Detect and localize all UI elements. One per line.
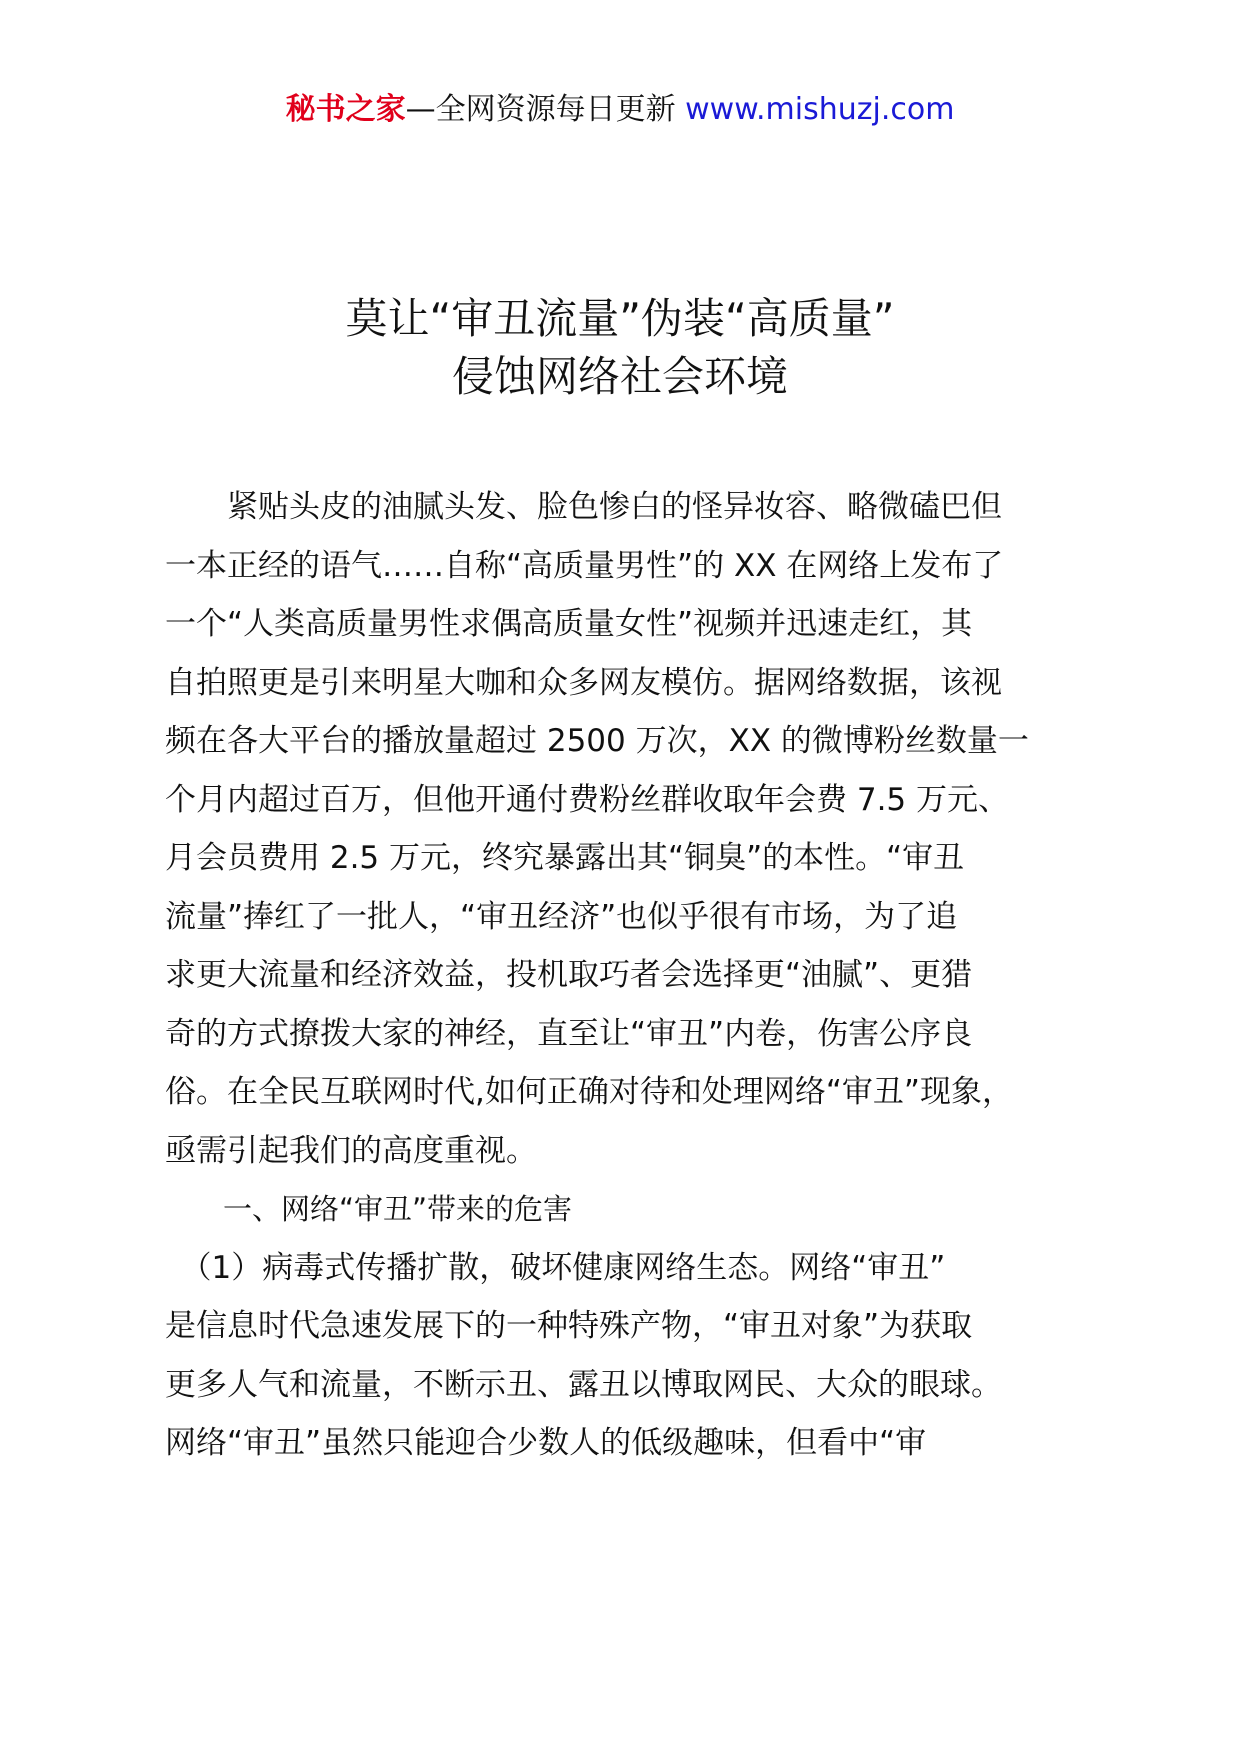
body-line: 频在各大平台的播放量超过 2500 万次，XX 的微博粉丝数量一: [165, 723, 1029, 759]
document-title: [0, 290, 1240, 406]
document-body: [165, 478, 1110, 1473]
body-line: 亟需引起我们的高度重视。: [165, 1132, 537, 1169]
section-heading: 一、网络“审丑”带来的危害: [165, 1192, 573, 1226]
site-header: [0, 88, 1240, 132]
body-line: 网络“审丑”虽然只能迎合少数人的低级趣味，但看中“审: [165, 1425, 927, 1461]
brand-name: 秘书之家: [285, 92, 406, 127]
body-line: 俗。在全民互联网时代,如何正确对待和处理网络“审丑”现象，: [165, 1074, 1013, 1110]
header-tagline: —全网资源每日更新: [405, 92, 686, 127]
body-line: 个月内超过百万，但他开通付费粉丝群收取年会费 7.5 万元、: [165, 781, 1010, 818]
body-line: 月会员费用 2.5 万元，终究暴露出其“铜臭”的本性。“审丑: [165, 840, 965, 876]
body-line: 一个“人类高质量男性求偶高质量女性”视频并迅速走红，其: [165, 606, 973, 642]
body-line: 是信息时代急速发展下的一种特殊产物，“审丑对象”为获取: [165, 1308, 973, 1344]
body-line: 流量”捧红了一批人，“审丑经济”也似乎很有市场，为了追: [165, 898, 958, 935]
title-line-2: 侵蚀网络社会环境: [451, 352, 788, 401]
title-line-1: 莫让“审丑流量”伪装“高质量”: [345, 294, 895, 343]
body-line: （1）病毒式传播扩散，破坏健康网络生态。网络“审丑”: [165, 1249, 946, 1286]
body-line: 更多人气和流量，不断示丑、露丑以博取网民、大众的眼球。: [165, 1366, 1002, 1403]
body-line: 一本正经的语气……自称“高质量男性”的 XX 在网络上发布了: [165, 547, 1004, 584]
site-url-link[interactable]: www.mishuzj.com: [685, 92, 955, 127]
body-line: 求更大流量和经济效益，投机取巧者会选择更“油腻”、更猎: [165, 957, 973, 993]
body-line: 自拍照更是引来明星大咖和众多网友模仿。据网络数据，该视: [165, 664, 1002, 701]
body-line: 紧贴头皮的油腻头发、脸色惨白的怪异妆容、略微磕巴但: [165, 489, 1002, 525]
body-line: 奇的方式撩拨大家的神经，直至让“审丑”内卷，伤害公序良: [165, 1015, 973, 1052]
